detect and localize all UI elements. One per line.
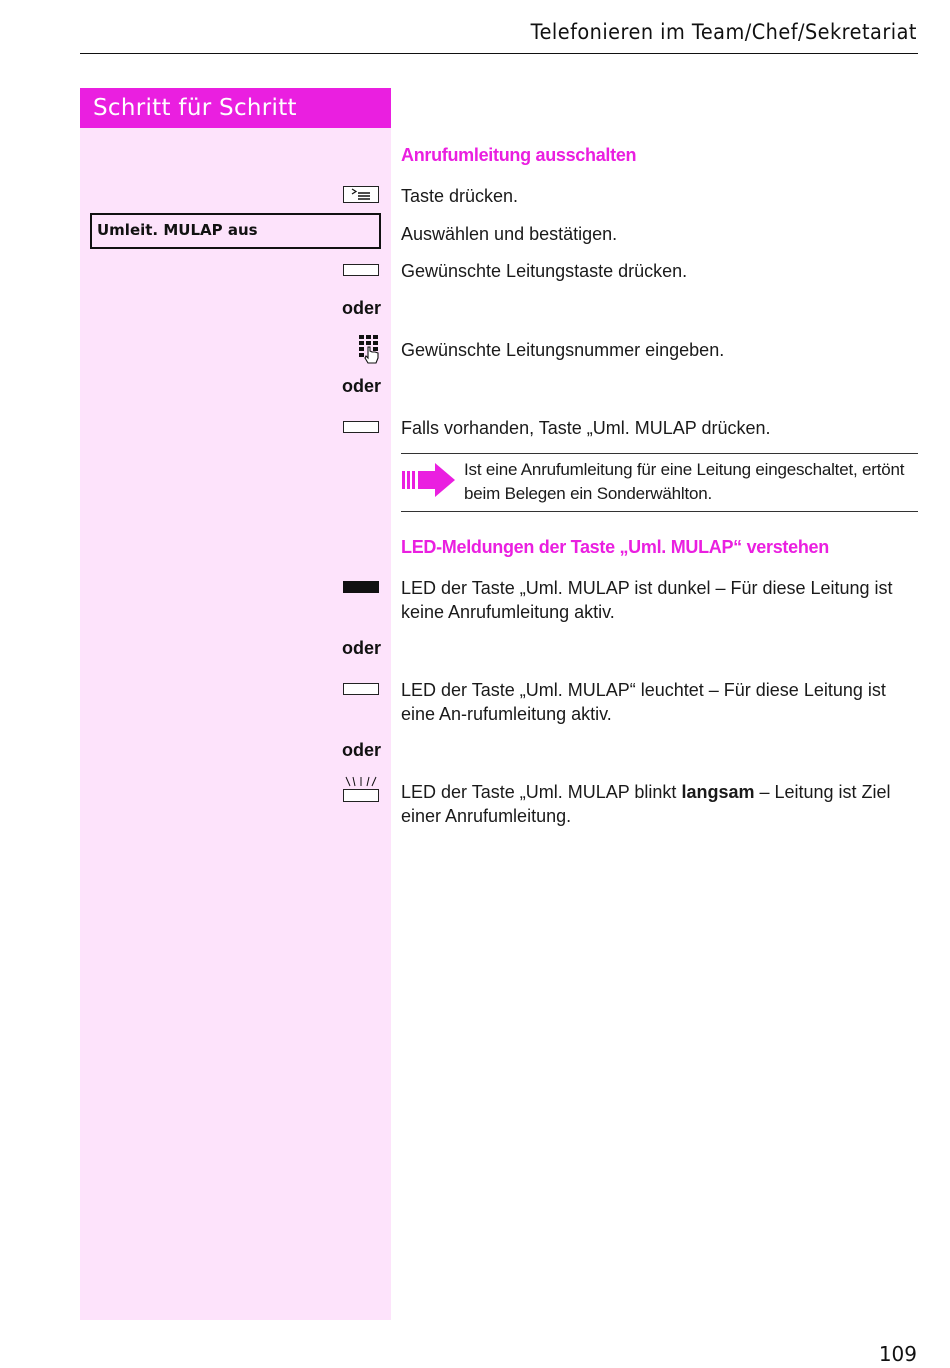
step-enter-line-number: Gewünschte Leitungsnummer eingeben.: [401, 340, 725, 360]
step-press-key: Taste drücken.: [401, 186, 519, 206]
display-menu-item[interactable]: Umleit. MULAP aus: [90, 213, 381, 249]
led-lit-icon: [343, 683, 379, 695]
or-label: oder: [341, 298, 381, 318]
or-label: oder: [341, 638, 381, 658]
or-label: oder: [341, 740, 381, 760]
running-header: Telefonieren im Team/Chef/Sekretariat: [530, 20, 917, 44]
section-heading-led: LED-Meldungen der Taste „Uml. MULAP“ verstehen: [401, 537, 829, 557]
note-bottom-rule: [401, 511, 918, 512]
led-dark-icon: [343, 581, 379, 593]
led-blink-icon: [343, 776, 379, 803]
header-divider: [80, 53, 918, 54]
note-arrow-icon: [401, 462, 457, 498]
step-press-mulap-key: Falls vorhanden, Taste „Uml. MULAP drücken.: [401, 418, 771, 438]
step-select-confirm: Auswählen und bestätigen.: [401, 224, 618, 244]
line-key-icon: [343, 264, 379, 276]
step-press-line-key: Gewünschte Leitungstaste drücken.: [401, 261, 688, 281]
page-number: 109: [878, 1342, 917, 1366]
led-lit-text: LED der Taste „Uml. MULAP“ leuchtet – Für diese Leitung ist eine An-rufumleitung aktiv.: [401, 680, 886, 724]
keypad-icon: [359, 335, 381, 365]
sidebar-title: Schritt für Schritt: [80, 88, 391, 128]
note-top-rule: [401, 453, 918, 454]
section-heading-deactivate: Anrufumleitung ausschalten: [401, 145, 637, 165]
led-blink-text-post: – Leitung ist Ziel einer Anrufumleitung.: [401, 782, 891, 826]
led-dark-text: LED der Taste „Uml. MULAP ist dunkel – Für diese Leitung ist keine Anrufumleitung aktiv.: [401, 578, 893, 622]
or-label: oder: [341, 376, 381, 396]
note-text: Ist eine Anrufumleitung für eine Leitung eingeschaltet, ertönt beim Belegen ein Sonderwählton.: [464, 460, 905, 503]
menu-key-icon: [343, 186, 379, 203]
led-blink-text: [401, 780, 918, 828]
led-blink-text-pre: LED der Taste „Uml. MULAP blinkt: [401, 782, 682, 802]
line-key-icon: [343, 421, 379, 433]
led-blink-emphasis: langsam: [681, 782, 755, 802]
